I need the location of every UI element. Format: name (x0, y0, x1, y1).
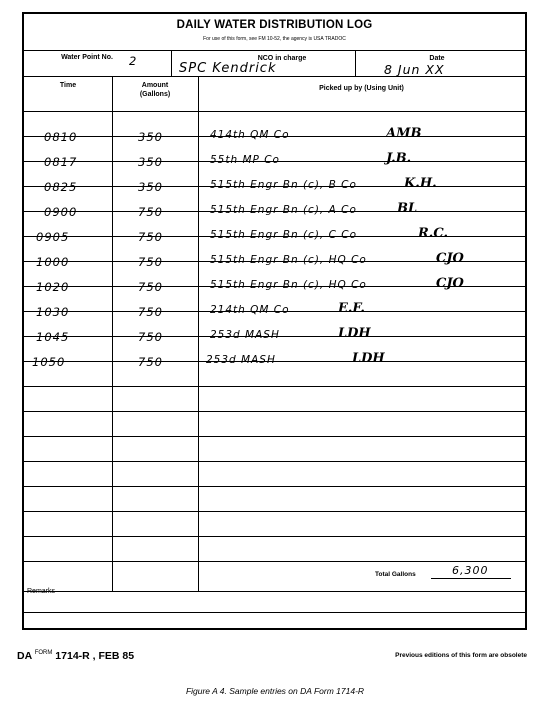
row-3-time: 0825 (44, 180, 78, 194)
row-6-amount: 750 (138, 255, 163, 269)
row-10-unit: 253d MASH (206, 354, 276, 366)
row-3-initials: K.H. (404, 176, 437, 191)
row-1-time: 0810 (44, 130, 78, 144)
row-8-amount: 750 (138, 305, 163, 319)
date-value: 8 Jun XX (384, 62, 445, 77)
row-5-unit: 515th Engr Bn (c), C Co (210, 229, 358, 241)
row-rule-15 (24, 461, 525, 462)
row-rule-12 (24, 386, 525, 387)
row-9-amount: 750 (138, 330, 163, 344)
row-5-time: 0905 (36, 230, 70, 244)
row-6-initials: CJO (436, 251, 464, 266)
form-border (22, 12, 527, 630)
row-7-initials: CJO (436, 276, 464, 291)
row-4-initials: BL (397, 201, 418, 216)
row-4-amount: 750 (138, 205, 163, 219)
row-1-initials: AMB (386, 126, 422, 141)
remarks-line (24, 612, 525, 613)
water-point-label: Water Point No. (61, 54, 113, 61)
row-8-unit: 214th QM Co (210, 304, 290, 316)
row-7-time: 1020 (36, 280, 70, 294)
col-header-time: Time (59, 82, 77, 89)
water-distribution-form (17, 12, 527, 672)
row-2-initials: J.B. (386, 151, 412, 166)
row-rule-19 (24, 561, 525, 562)
row-rule-1 (24, 111, 525, 112)
row-2-amount: 350 (138, 155, 163, 169)
col-header-picked-up-by: Picked up by (Using Unit) (319, 85, 404, 92)
date-label: Date (429, 55, 445, 62)
total-gallons-label: Total Gallons (375, 571, 416, 578)
form-id: 1714-R , FEB 85 (55, 650, 135, 662)
row-2-unit: 55th MP Co (210, 154, 280, 166)
row-9-time: 1045 (36, 330, 70, 344)
row-1-unit: 414th QM Co (210, 129, 290, 141)
divider-header-1 (171, 50, 172, 76)
form-title: DAILY WATER DISTRIBUTION LOG (176, 19, 373, 31)
row-9-initials: LDH (338, 326, 371, 341)
rule-bottom-header (24, 76, 525, 77)
nco-label: NCO in charge (257, 55, 307, 62)
row-1-amount: 350 (138, 130, 163, 144)
obsolete-notice: Previous editions of this form are obsolete (395, 652, 527, 659)
row-4-unit: 515th Engr Bn (c), A Co (210, 204, 357, 216)
row-10-initials: LDH (352, 351, 385, 366)
row-5-amount: 750 (138, 230, 163, 244)
total-gallons-underline (431, 578, 511, 579)
figure-caption: Figure A 4. Sample entries on DA Form 1714-R (185, 686, 365, 696)
row-rule-18 (24, 536, 525, 537)
row-rule-14 (24, 436, 525, 437)
row-rule-16 (24, 486, 525, 487)
rule-remarks-top (24, 591, 525, 592)
form-number (17, 650, 134, 662)
total-gallons-value: 6,300 (452, 564, 489, 577)
nco-value: SPC Kendrick (179, 61, 277, 76)
remarks-label: Remarks (27, 588, 56, 595)
row-8-initials: E.F. (338, 301, 365, 316)
row-6-unit: 515th Engr Bn (c), HQ Co (210, 254, 367, 266)
form-subtitle: For use of this form, see FM 10-52, the agency is USA TRADOC (203, 36, 346, 42)
water-point-value: 2 (129, 54, 138, 68)
divider-time-amount (112, 76, 113, 591)
row-6-time: 1000 (36, 255, 70, 269)
row-3-unit: 515th Engr Bn (c), B Co (210, 179, 357, 191)
row-9-unit: 253d MASH (210, 329, 280, 341)
divider-amount-unit (198, 76, 199, 591)
divider-header-2 (355, 50, 356, 76)
form-superscript: FORM (34, 650, 53, 656)
rule-top-header (24, 50, 525, 51)
row-3-amount: 350 (138, 180, 163, 194)
form-da: DA (17, 650, 32, 662)
row-7-amount: 750 (138, 280, 163, 294)
row-7-unit: 515th Engr Bn (c), HQ Co (210, 279, 367, 291)
row-2-time: 0817 (44, 155, 78, 169)
row-rule-13 (24, 411, 525, 412)
row-5-initials: R.C. (418, 226, 448, 241)
row-10-time: 1050 (32, 355, 66, 369)
row-10-amount: 750 (138, 355, 163, 369)
row-rule-17 (24, 511, 525, 512)
row-8-time: 1030 (36, 305, 70, 319)
col-header-amount: Amount (Gallons) (139, 82, 171, 98)
row-4-time: 0900 (44, 205, 78, 219)
